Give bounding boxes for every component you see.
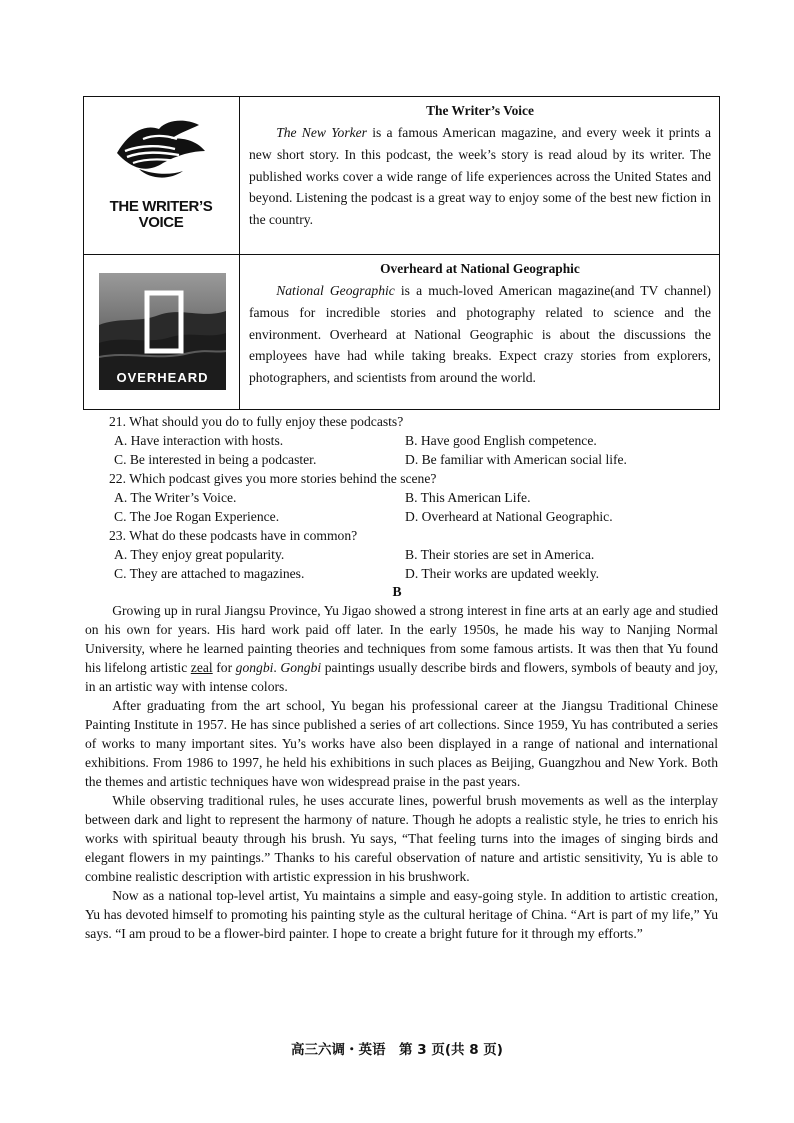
question-list: [110, 412, 710, 583]
writers-voice-description: [249, 122, 711, 231]
overheard-body: is a much-loved American magazine(and TV channel) famous for incredible stories and photography related to science and the environment. Overheard at National Geographic is about the discussions the employees have had while taking breaks. Expect crazy stories from explorers, photographers, and scientists from around the world.: [249, 283, 711, 386]
writers-voice-logo-text-line1: THE WRITER’S: [109, 198, 213, 215]
overheard-logo-text: OVERHEARD: [116, 370, 209, 385]
option-d: D. Overheard at National Geographic.: [405, 509, 613, 524]
italic-term: Gongbi: [280, 660, 322, 675]
overheard-logo-cell: [84, 255, 240, 409]
option-c: C. They are attached to magazines.: [114, 566, 305, 581]
passage-paragraph-2: After graduating from the art school, Yu began his professional career at the Jiangsu Traditional Chinese Painting Institute in 1957. He has since published a series of art collections. Since 1959, Yu has contributed a series of works to many important sites. Yu’s works have also been displayed in a range of national and international exhibitions. From 1986 to 1997, he held his exhibitions in such places as Beijing, Guangzhou and New York. Both the themes and artistic techniques have won widespread praise in the past years.: [85, 698, 718, 789]
option-d: D. Be familiar with American social life.: [405, 452, 627, 467]
writers-voice-magazine-name: The New Yorker: [276, 125, 367, 140]
page-footer: 高三六调・英语 第 3 页(共 8 页): [291, 1042, 503, 1058]
question-stem: 23. What do these podcasts have in common?: [109, 528, 358, 543]
option-b: B. This American Life.: [405, 490, 531, 505]
writers-voice-body: is a famous American magazine, and every week it prints a new short story. In this podcast, the week’s story is read aloud by its writer. The published works cover a wide range of life experiences across the United States and beyond. Listening the podcast is a great way to enjoy some of the best new fiction in the country.: [249, 125, 711, 228]
overheard-title: Overheard at National Geographic: [380, 261, 580, 276]
question-23: [110, 526, 710, 583]
passage-paragraph-4: Now as a national top-level artist, Yu maintains a simple and easy-going style. In addition to artistic creation, Yu has devoted himself to promoting his painting style as the cultural heritage of China. “Art is part of my life,” Yu says. “I am proud to be a flower-bird painter. I hope to create a bright future for it through my efforts.”: [85, 888, 718, 941]
overheard-description: [249, 280, 711, 389]
italic-term: gongbi: [235, 660, 274, 675]
writers-voice-title: The Writer’s Voice: [426, 103, 534, 118]
writers-voice-logo: [98, 115, 224, 231]
option-c: C. Be interested in being a podcaster.: [114, 452, 317, 467]
podcast-row-overheard: [84, 255, 719, 409]
overheard-logo: [99, 273, 226, 390]
option-c: C. The Joe Rogan Experience.: [114, 509, 280, 524]
reading-passage: [85, 601, 718, 943]
overheard-magazine-name: National Geographic: [276, 283, 395, 298]
option-b: B. Have good English competence.: [405, 433, 597, 448]
option-a: A. They enjoy great popularity.: [114, 547, 285, 562]
option-a: A. Have interaction with hosts.: [114, 433, 284, 448]
question-stem: 22. Which podcast gives you more stories behind the scene?: [109, 471, 437, 486]
passage-paragraph-1: [85, 601, 718, 696]
passage-text: for: [212, 660, 236, 675]
section-label: B: [392, 584, 402, 599]
option-d: D. Their works are updated weekly.: [405, 566, 600, 581]
question-22: [110, 469, 710, 526]
podcast-table: [83, 96, 720, 410]
passage-text: Growing up in rural Jiangsu Province, Yu Jigao showed a strong interest in fine arts at an early age and studied on his own for years. His hard work paid off later. In the early 1950s, he made his way to Nanjing Normal University, where he learned painting theories and techniques from some famous artists. It was then that Yu found his lifelong artistic: [85, 603, 718, 675]
writers-voice-description-cell: [240, 97, 719, 254]
overheard-description-cell: [240, 255, 719, 409]
option-a: A. The Writer’s Voice.: [114, 490, 237, 505]
question-stem: 21. What should you do to fully enjoy these podcasts?: [109, 414, 404, 429]
podcast-row-writers-voice: [84, 97, 719, 255]
passage-text: .: [273, 660, 281, 675]
writers-voice-logo-text-line2: VOICE: [138, 214, 184, 231]
option-b: B. Their stories are set in America.: [405, 547, 595, 562]
passage-text: paintings usually describe birds and flowers, symbols of beauty and joy, in an artistic way with intense colors.: [85, 660, 718, 694]
lips-book-icon: [113, 115, 209, 187]
passage-paragraph-3: While observing traditional rules, he uses accurate lines, powerful brush movements as well as the interplay between dark and light to represent the harmony of nature. Though he adopts a realistic style, he tries to enrich his works with spiritual beauty through his brush. Yu says, “That feeling turns into the images of singing birds and elegant flowers in my paintings.” Thanks to his careful observation of nature and artistic sensitivity, Yu is able to combine realistic description with artistic expression in his brushwork.: [85, 793, 718, 884]
question-21: [110, 412, 710, 469]
underlined-word: zeal: [190, 660, 213, 675]
writers-voice-logo-cell: [84, 97, 240, 254]
